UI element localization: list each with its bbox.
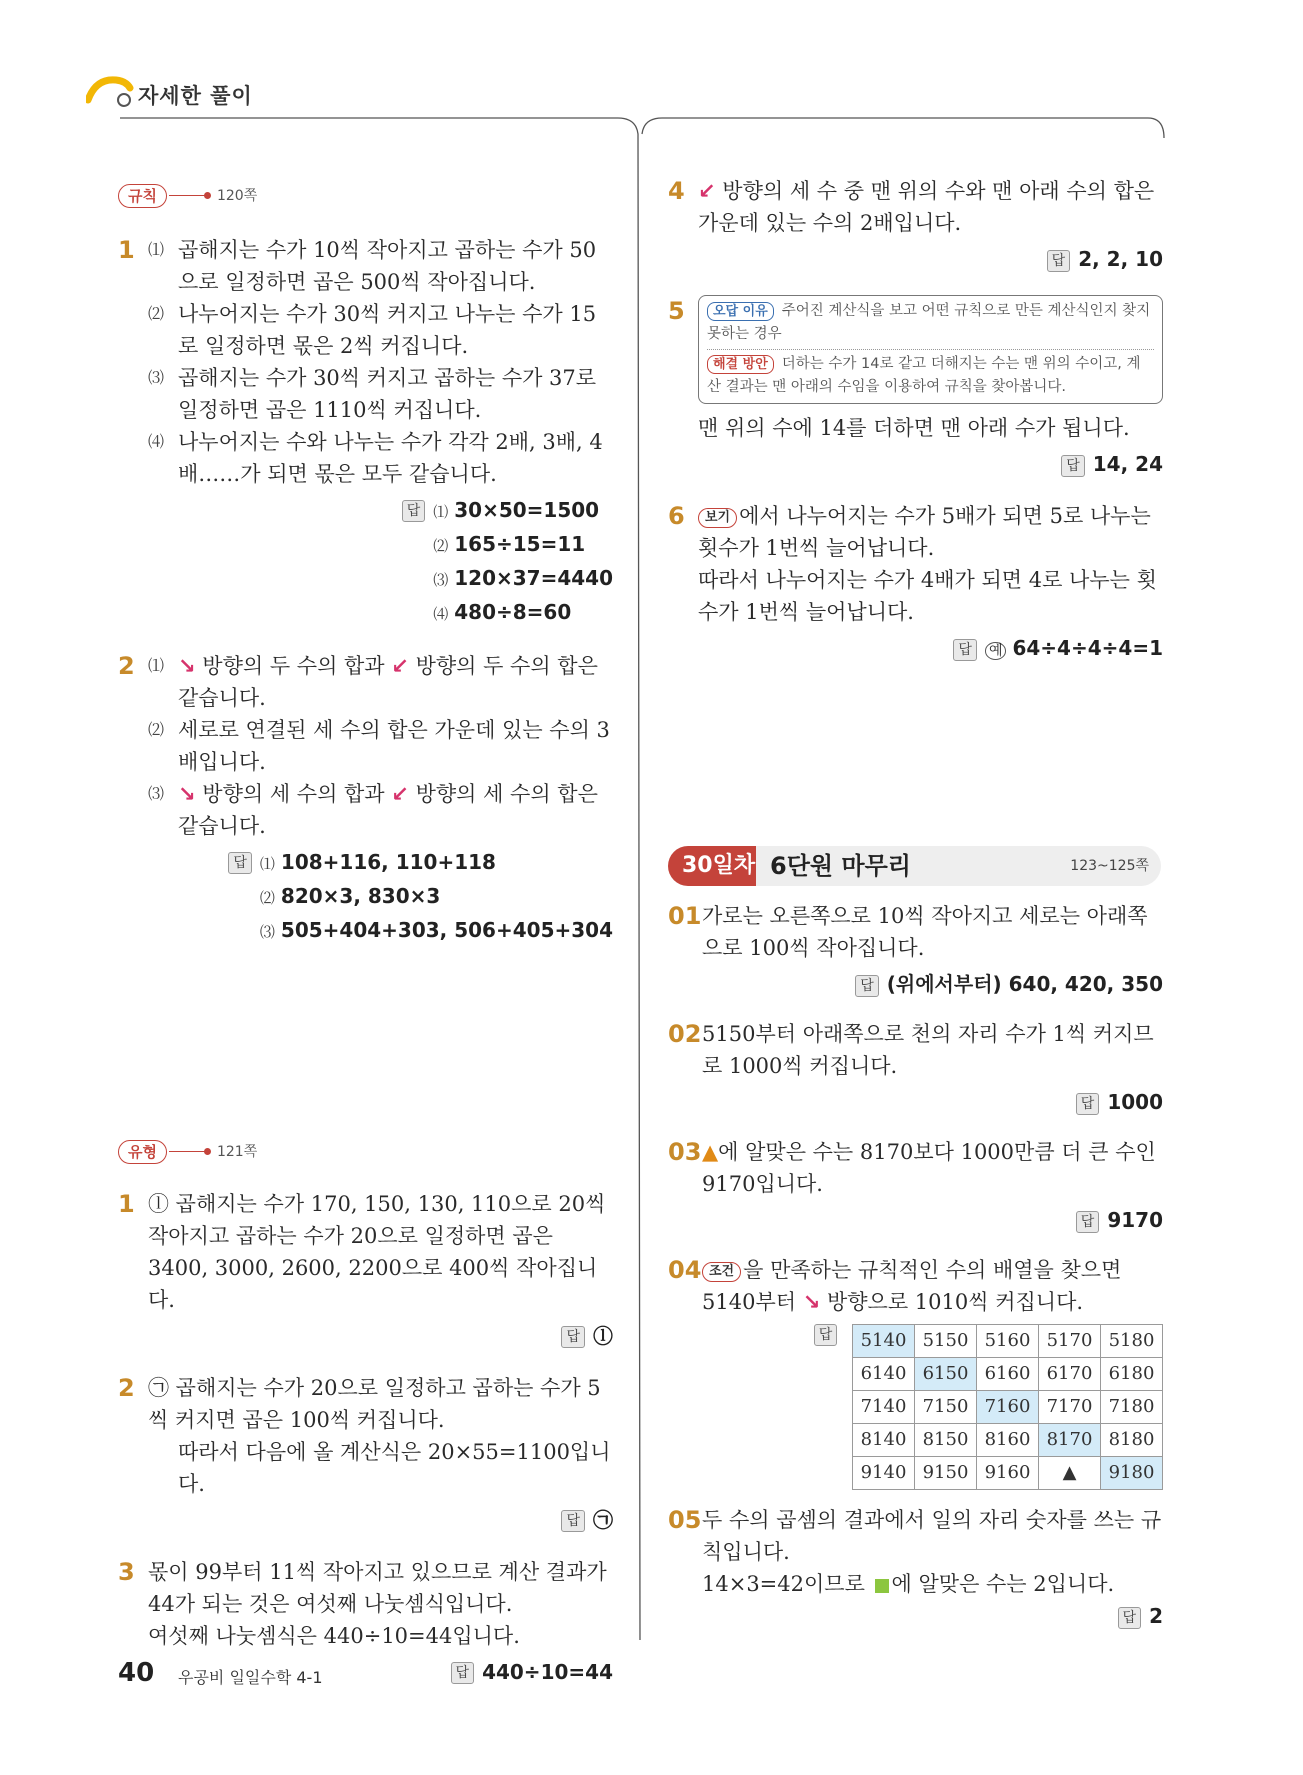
problem-02 (668, 1018, 1163, 1118)
answer-value: 2, 2, 10 (1078, 247, 1163, 271)
condition-tag: 조건 (702, 1262, 741, 1282)
problem-2 (118, 650, 613, 948)
answer-value: 64÷4÷4÷4=1 (1012, 636, 1163, 660)
problem-number: 05 (668, 1506, 702, 1534)
problem-5 (668, 295, 1163, 480)
section-type-tag (118, 1134, 613, 1168)
diagonal-down-left-icon: ↙ (391, 653, 409, 678)
answer-value: 9170 (1107, 1208, 1163, 1232)
diagonal-down-right-icon: ↘ (802, 1290, 821, 1314)
problem-6: 6 보기 에서 나누어지는 수가 5배가 되면 5로 나누는 횟수가 1번씩 늘어납니다. 따라서 나누어지는 수가 4배가 되면 4로 나누는 횟수가 1번씩 늘어납니다. 답 예 64÷4÷4÷4=1 (668, 502, 1163, 660)
problem-text: 여섯째 나눗셈식은 440÷10=44입니다. (148, 1623, 520, 1648)
example-mark: 예 (985, 642, 1007, 660)
answer-value: 14, 24 (1092, 452, 1163, 476)
answer-badge: 답 (402, 500, 426, 522)
problem-text: ㉠ 곱해지는 수가 20으로 일정하고 곱하는 수가 5씩 커지면 곱은 100씩 커집니다. (148, 1375, 601, 1432)
diagonal-down-left-icon: ↙ (391, 781, 409, 806)
problem-number: 1 (118, 235, 135, 264)
problem-text: 몫이 99부터 11씩 작아지고 있으므로 계산 결과가 44가 되는 것은 여섯째 나눗셈식입니다. (148, 1559, 607, 1616)
diagonal-down-right-icon: ↘ (178, 653, 196, 678)
hint-box: 오답 이유 주어진 계산식을 보고 어떤 규칙으로 만든 계산식인지 찾지 못하는 경우 해결 방안 더하는 수가 14로 같고 더해지는 수는 맨 위의 수이고, 계산 결과는 맨 아래의 수임을 이용하여 규칙을 찾아봅니다. (698, 295, 1163, 404)
book-title: 우공비 일일수학 4-1 (178, 1668, 323, 1687)
right-column (668, 175, 1163, 667)
example-tag: 보기 (698, 508, 737, 528)
problem-number: 3 (118, 1557, 135, 1586)
section-page: 121쪽 (216, 1143, 258, 1160)
problem-text: 5150부터 아래쪽으로 천의 자리 수가 1씩 커지므로 1000씩 커집니다. (702, 1022, 1154, 1078)
answer-badge: 답 (953, 639, 977, 661)
header-logo-icon (86, 70, 146, 110)
green-square-icon (875, 1579, 889, 1593)
answer-badge: 답 (1118, 1607, 1142, 1629)
sub-item: ⑵ 나누어지는 수가 30씩 커지고 나누는 수가 15로 일정하면 몫은 2씩 커집니다. (148, 301, 597, 358)
problem-number: 02 (668, 1020, 702, 1048)
problem-text: 가로는 오른쪽으로 10씩 작아지고 세로는 아래쪽으로 100씩 작아집니다. (702, 904, 1148, 960)
section-page: 120쪽 (216, 187, 258, 204)
problem-type-2 (118, 1372, 613, 1536)
answer-value: 1000 (1107, 1090, 1163, 1114)
problem-1 (118, 234, 613, 630)
problem-04: 04 조건 을 만족하는 규칙적인 수의 배열을 찾으면 5140부터 ↘ 방향으로 1010씩 커집니다. 답 5140 5150 5160 5170 5180 6140 6150 6160 6170 6180 7140 7150 7160 7170 7180 8140 8150 8160 8170 8180 9140 9150 9160 ▲ 9180 (668, 1254, 1163, 1490)
problem-01 (668, 900, 1163, 1000)
answer-value: 2 (1149, 1604, 1163, 1628)
problem-type-1 (118, 1188, 613, 1352)
problem-text: 맨 위의 수에 14를 더하면 맨 아래 수가 됩니다. (698, 416, 1130, 440)
answer-badge: 답 (561, 1510, 585, 1532)
solution-label: 해결 방안 (707, 355, 774, 374)
answer: 답 ⑴ 108+116, 110+118 ⑵ 820×3, 830×3 ⑶ 505+404+303, 506+405+304 (148, 846, 613, 948)
sub-item: ⑶ 곱해지는 수가 30씩 커지고 곱하는 수가 37로 일정하면 곱은 1110씩 커집니다. (148, 365, 597, 422)
diagonal-down-right-icon: ↘ (178, 781, 196, 806)
sub-item: ⑴ 곱해지는 수가 10씩 작아지고 곱하는 수가 50으로 일정하면 곱은 500씩 작아집니다. (148, 237, 597, 294)
answer-value: 440÷10=44 (482, 1659, 613, 1684)
problem-05: 05 두 수의 곱셈의 결과에서 일의 자리 숫자를 쓰는 규칙입니다. 14×3=42이므로 에 알맞은 수는 2입니다. 답 2 (668, 1506, 1163, 1628)
problem-text: 따라서 나누어지는 수가 4배가 되면 4로 나누는 횟수가 1번씩 늘어납니다. (698, 568, 1157, 624)
answer-table: 5140 5150 5160 5170 5180 6140 6150 6160 6170 6180 7140 7150 7160 7170 7180 8140 8150 8160 8170 8180 9140 9150 9160 ▲ 9180 (852, 1324, 1163, 1490)
problem-number: 2 (118, 651, 135, 680)
left-column (118, 178, 613, 948)
left-lower (118, 1134, 613, 1688)
unit-title: 6단원 마무리 (770, 852, 911, 880)
problem-number: 4 (668, 177, 685, 205)
section-tag: 규칙 (118, 184, 167, 208)
answer-badge: 답 (451, 1662, 475, 1684)
answer-value: ⓛ (593, 1323, 613, 1348)
problem-text: ⓛ 곱해지는 수가 170, 150, 130, 110으로 20씩 작아지고 곱하는 수가 20으로 일정하면 곱은 3400, 3000, 2600, 2200으로 400씩 작아집니다. (148, 1191, 606, 1312)
answer: 답 ⑴ 30×50=1500 ⑵ 165÷15=11 ⑶ 120×37=4440 ⑷ 480÷8=60 (148, 494, 613, 630)
sub-item: ⑷ 나누어지는 수와 나누는 수가 각각 2배, 3배, 4배……가 되면 몫은 모두 같습니다. (148, 429, 603, 486)
problem-number: 6 (668, 502, 685, 530)
answer-badge: 답 (1047, 250, 1071, 272)
answer-badge: 답 (1076, 1093, 1100, 1115)
problem-03: 03 ▲에 알맞은 수는 8170보다 1000만큼 더 큰 수인 9170입니다. 답 9170 (668, 1138, 1163, 1232)
diagonal-down-left-icon: ↙ (698, 179, 716, 203)
section-rule-tag (118, 178, 613, 212)
problem-number: 1 (118, 1189, 135, 1218)
answer-value: (위에서부터) 640, 420, 350 (886, 972, 1163, 996)
answer-badge: 답 (814, 1324, 838, 1346)
answer-badge: 답 (228, 852, 252, 874)
problem-text: 따라서 다음에 올 계산식은 20×55=1100입니다. (178, 1439, 611, 1496)
sub-item: ⑶ ↘ 방향의 세 수의 합과 ↙ 방향의 세 수의 합은 같습니다. (148, 781, 598, 838)
page-header-title: 자세한 풀이 (138, 84, 253, 108)
triangle-icon: ▲ (702, 1140, 719, 1164)
day-banner (668, 846, 1163, 886)
problem-number: 04 (668, 1256, 702, 1284)
problem-number: 03 (668, 1138, 702, 1166)
problem-number: 01 (668, 902, 702, 930)
sub-item: ⑴ ↘ 방향의 두 수의 합과 ↙ 방향의 두 수의 합은 같습니다. (148, 653, 598, 710)
day-label: 30일차 (668, 846, 756, 886)
answer-value: ㉠ (593, 1507, 613, 1532)
problem-4: 4 ↙ 방향의 세 수 중 맨 위의 수와 맨 아래 수의 합은 가운데 있는 수의 2배입니다. 답 2, 2, 10 (668, 177, 1163, 271)
triangle-icon: ▲ (1039, 1457, 1101, 1490)
wrong-reason-label: 오답 이유 (707, 302, 774, 321)
answer-badge: 답 (561, 1326, 585, 1348)
problem-number: 5 (668, 297, 685, 325)
answer-badge: 답 (1061, 455, 1085, 477)
right-lower (668, 846, 1163, 1632)
answer-badge: 답 (855, 975, 879, 997)
problem-number: 2 (118, 1373, 135, 1402)
section-tag: 유형 (118, 1140, 167, 1164)
problem-text: 두 수의 곱셈의 결과에서 일의 자리 숫자를 쓰는 규칙입니다. (702, 1508, 1162, 1564)
page-range: 123~125쪽 (1070, 858, 1149, 874)
sub-item: ⑵ 세로로 연결된 세 수의 합은 가운데 있는 수의 3배입니다. (148, 717, 610, 774)
answer-badge: 답 (1076, 1211, 1100, 1233)
page-number: 40 (118, 1658, 155, 1688)
